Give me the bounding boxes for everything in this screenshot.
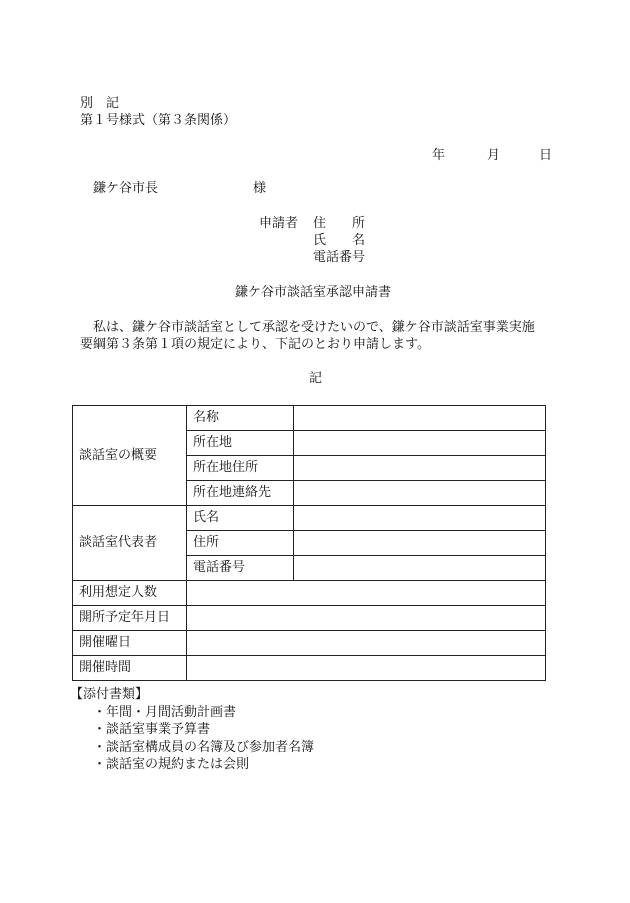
group-label-representative: 談話室代表者 — [73, 506, 187, 581]
date-day-label: 日 — [539, 148, 553, 163]
value-cell-weekday[interactable] — [187, 631, 546, 656]
table-row — [73, 406, 546, 431]
applicant-phone-label: 電話番号 — [313, 250, 366, 265]
attachments-heading: 【添付書類】 — [70, 687, 149, 702]
value-cell-rep-phone[interactable] — [294, 556, 546, 581]
applicant-label: 申請者 — [259, 216, 299, 231]
applicant-address-label: 住 所 — [313, 216, 366, 231]
value-cell-location[interactable] — [294, 431, 546, 456]
table-row — [73, 581, 546, 606]
ki-label: 記 — [309, 371, 323, 386]
table-row — [73, 656, 546, 681]
value-cell-rep-name[interactable] — [294, 506, 546, 531]
applicant-name-label: 氏 名 — [313, 233, 366, 248]
date-year-label: 年 — [432, 148, 446, 163]
table-row — [73, 606, 546, 631]
field-label-rep-address: 住所 — [187, 531, 294, 556]
table-row — [73, 631, 546, 656]
value-cell-expected-users[interactable] — [187, 581, 546, 606]
value-cell-opening-date[interactable] — [187, 606, 546, 631]
field-label-hours: 開催時間 — [73, 656, 187, 681]
field-label-rep-phone: 電話番号 — [187, 556, 294, 581]
list-item: ・談話室の規約または会則 — [93, 757, 250, 772]
addressee: 鎌ケ谷市長 — [93, 181, 159, 196]
value-cell-hours[interactable] — [187, 656, 546, 681]
field-label-name: 名称 — [187, 406, 294, 431]
field-label-location-contact: 所在地連絡先 — [187, 481, 294, 506]
list-item: ・年間・月間活動計画書 — [93, 704, 237, 720]
honorific: 様 — [253, 181, 267, 196]
group-label-overview: 談話室の概要 — [73, 406, 187, 506]
body-text-line-1: 私は、鎌ケ谷市談話室として承認を受けたいので、鎌ケ谷市談話室事業実施 — [93, 320, 535, 335]
field-label-weekday: 開催曜日 — [73, 631, 187, 656]
field-label-location: 所在地 — [187, 431, 294, 456]
date-month-label: 月 — [487, 148, 501, 163]
value-cell-name[interactable] — [294, 406, 546, 431]
value-cell-location-address[interactable] — [294, 456, 546, 481]
application-details-table — [72, 405, 546, 681]
field-label-rep-name: 氏名 — [187, 506, 294, 531]
body-text-line-2: 要綱第３条第１項の規定により、下記のとおり申請します。 — [80, 337, 430, 352]
document-title: 鎌ケ谷市談話室承認申請書 — [235, 285, 392, 300]
attachments-section — [70, 686, 314, 774]
field-label-expected-users: 利用想定人数 — [73, 581, 187, 606]
list-item: ・談話室事業予算書 — [93, 722, 211, 737]
field-label-opening-date: 開所予定年月日 — [73, 606, 187, 631]
value-cell-location-contact[interactable] — [294, 481, 546, 506]
betsuki-label: 別 記 — [80, 96, 120, 111]
table-row — [73, 506, 546, 531]
value-cell-rep-address[interactable] — [294, 531, 546, 556]
list-item: ・談話室構成員の名簿及び参加者名簿 — [93, 739, 315, 755]
field-label-location-address: 所在地住所 — [187, 456, 294, 481]
form-number: 第１号様式（第３条関係） — [80, 113, 237, 128]
